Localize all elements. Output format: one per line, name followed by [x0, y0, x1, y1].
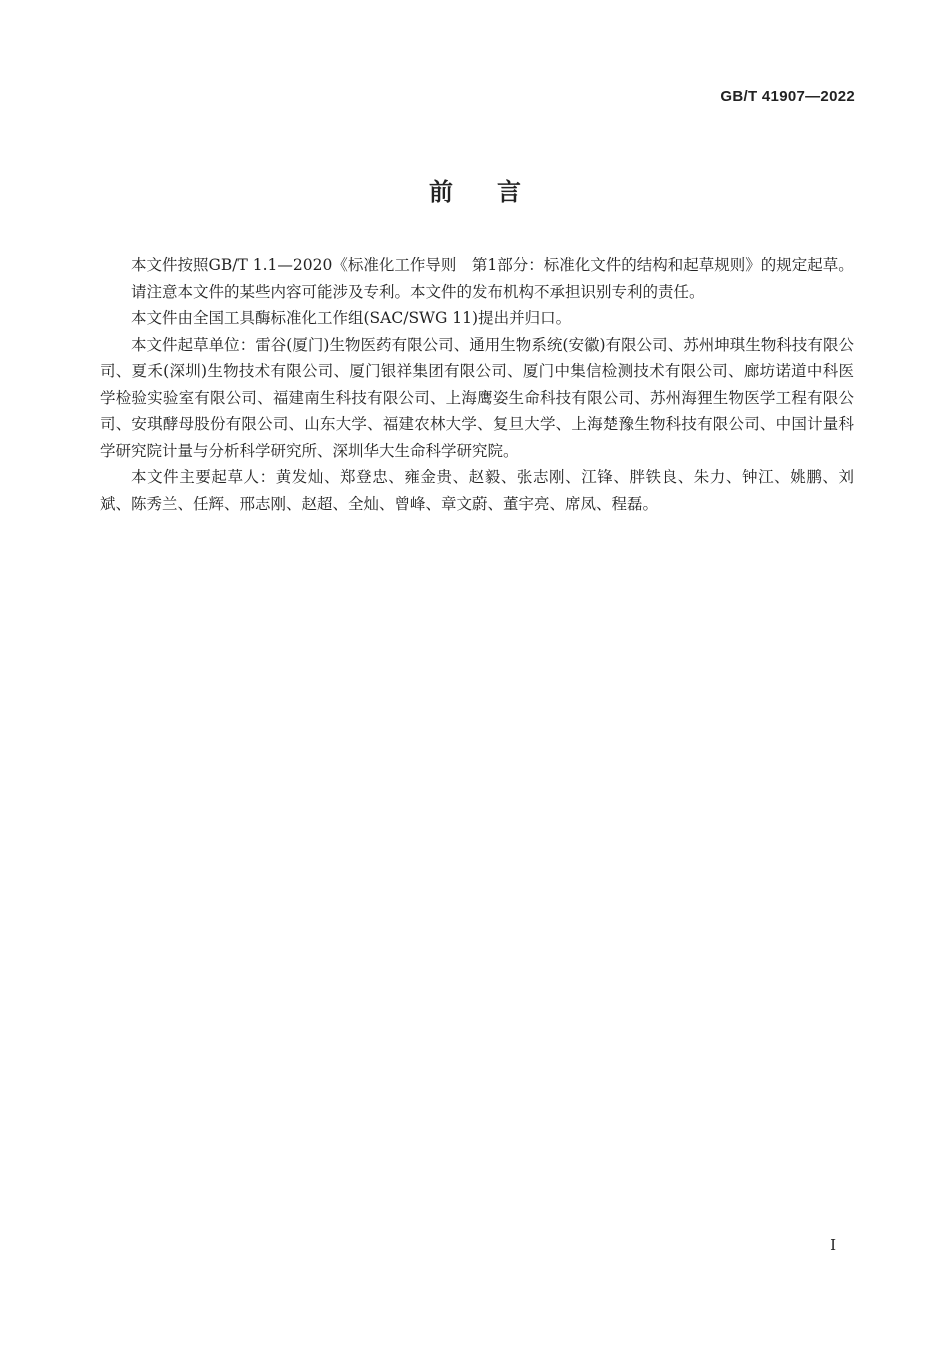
paragraph-patent-notice: 请注意本文件的某些内容可能涉及专利。本文件的发布机构不承担识别专利的责任。 — [131, 282, 705, 301]
foreword-body — [100, 252, 854, 517]
page-title: 前言 — [429, 178, 565, 206]
standard-number: GB/T 41907—2022 — [720, 88, 855, 105]
paragraph-drafting-units: 本文件起草单位：雷谷(厦门)生物医药有限公司、通用生物系统(安徽)有限公司、苏州坤琪生物科技有限公司、夏禾(深圳)生物技术有限公司、厦门银祥集团有限公司、厦门中集信检测技术有限公司、廊坊诺道中科医学检验实验室有限公司、福建南生科技有限公司、上海鹰姿生命科技有限公司、苏州海狸生物医学工程有限公司、安琪酵母股份有限公司、山东大学、福建农林大学、复旦大学、上海楚豫生物科技有限公司、中国计量科学研究院计量与分析科学研究所、深圳华大生命科学研究院。 — [100, 335, 854, 460]
paragraph-drafting-rules: 本文件按照GB/T 1.1—2020《标准化工作导则 第1部分：标准化文件的结构和起草规则》的规定起草。 — [131, 256, 854, 274]
paragraph-drafters: 本文件主要起草人：黄发灿、郑登忠、雍金贵、赵毅、张志刚、江锋、胖铁良、朱力、钟江、姚鹏、刘斌、陈秀兰、任辉、邢志刚、赵超、全灿、曾峰、章文蔚、董宇亮、席凤、程磊。 — [100, 468, 854, 513]
paragraph-proposer: 本文件由全国工具酶标准化工作组(SAC/SWG 11)提出并归口。 — [131, 309, 572, 327]
page-number: I — [830, 1236, 836, 1254]
